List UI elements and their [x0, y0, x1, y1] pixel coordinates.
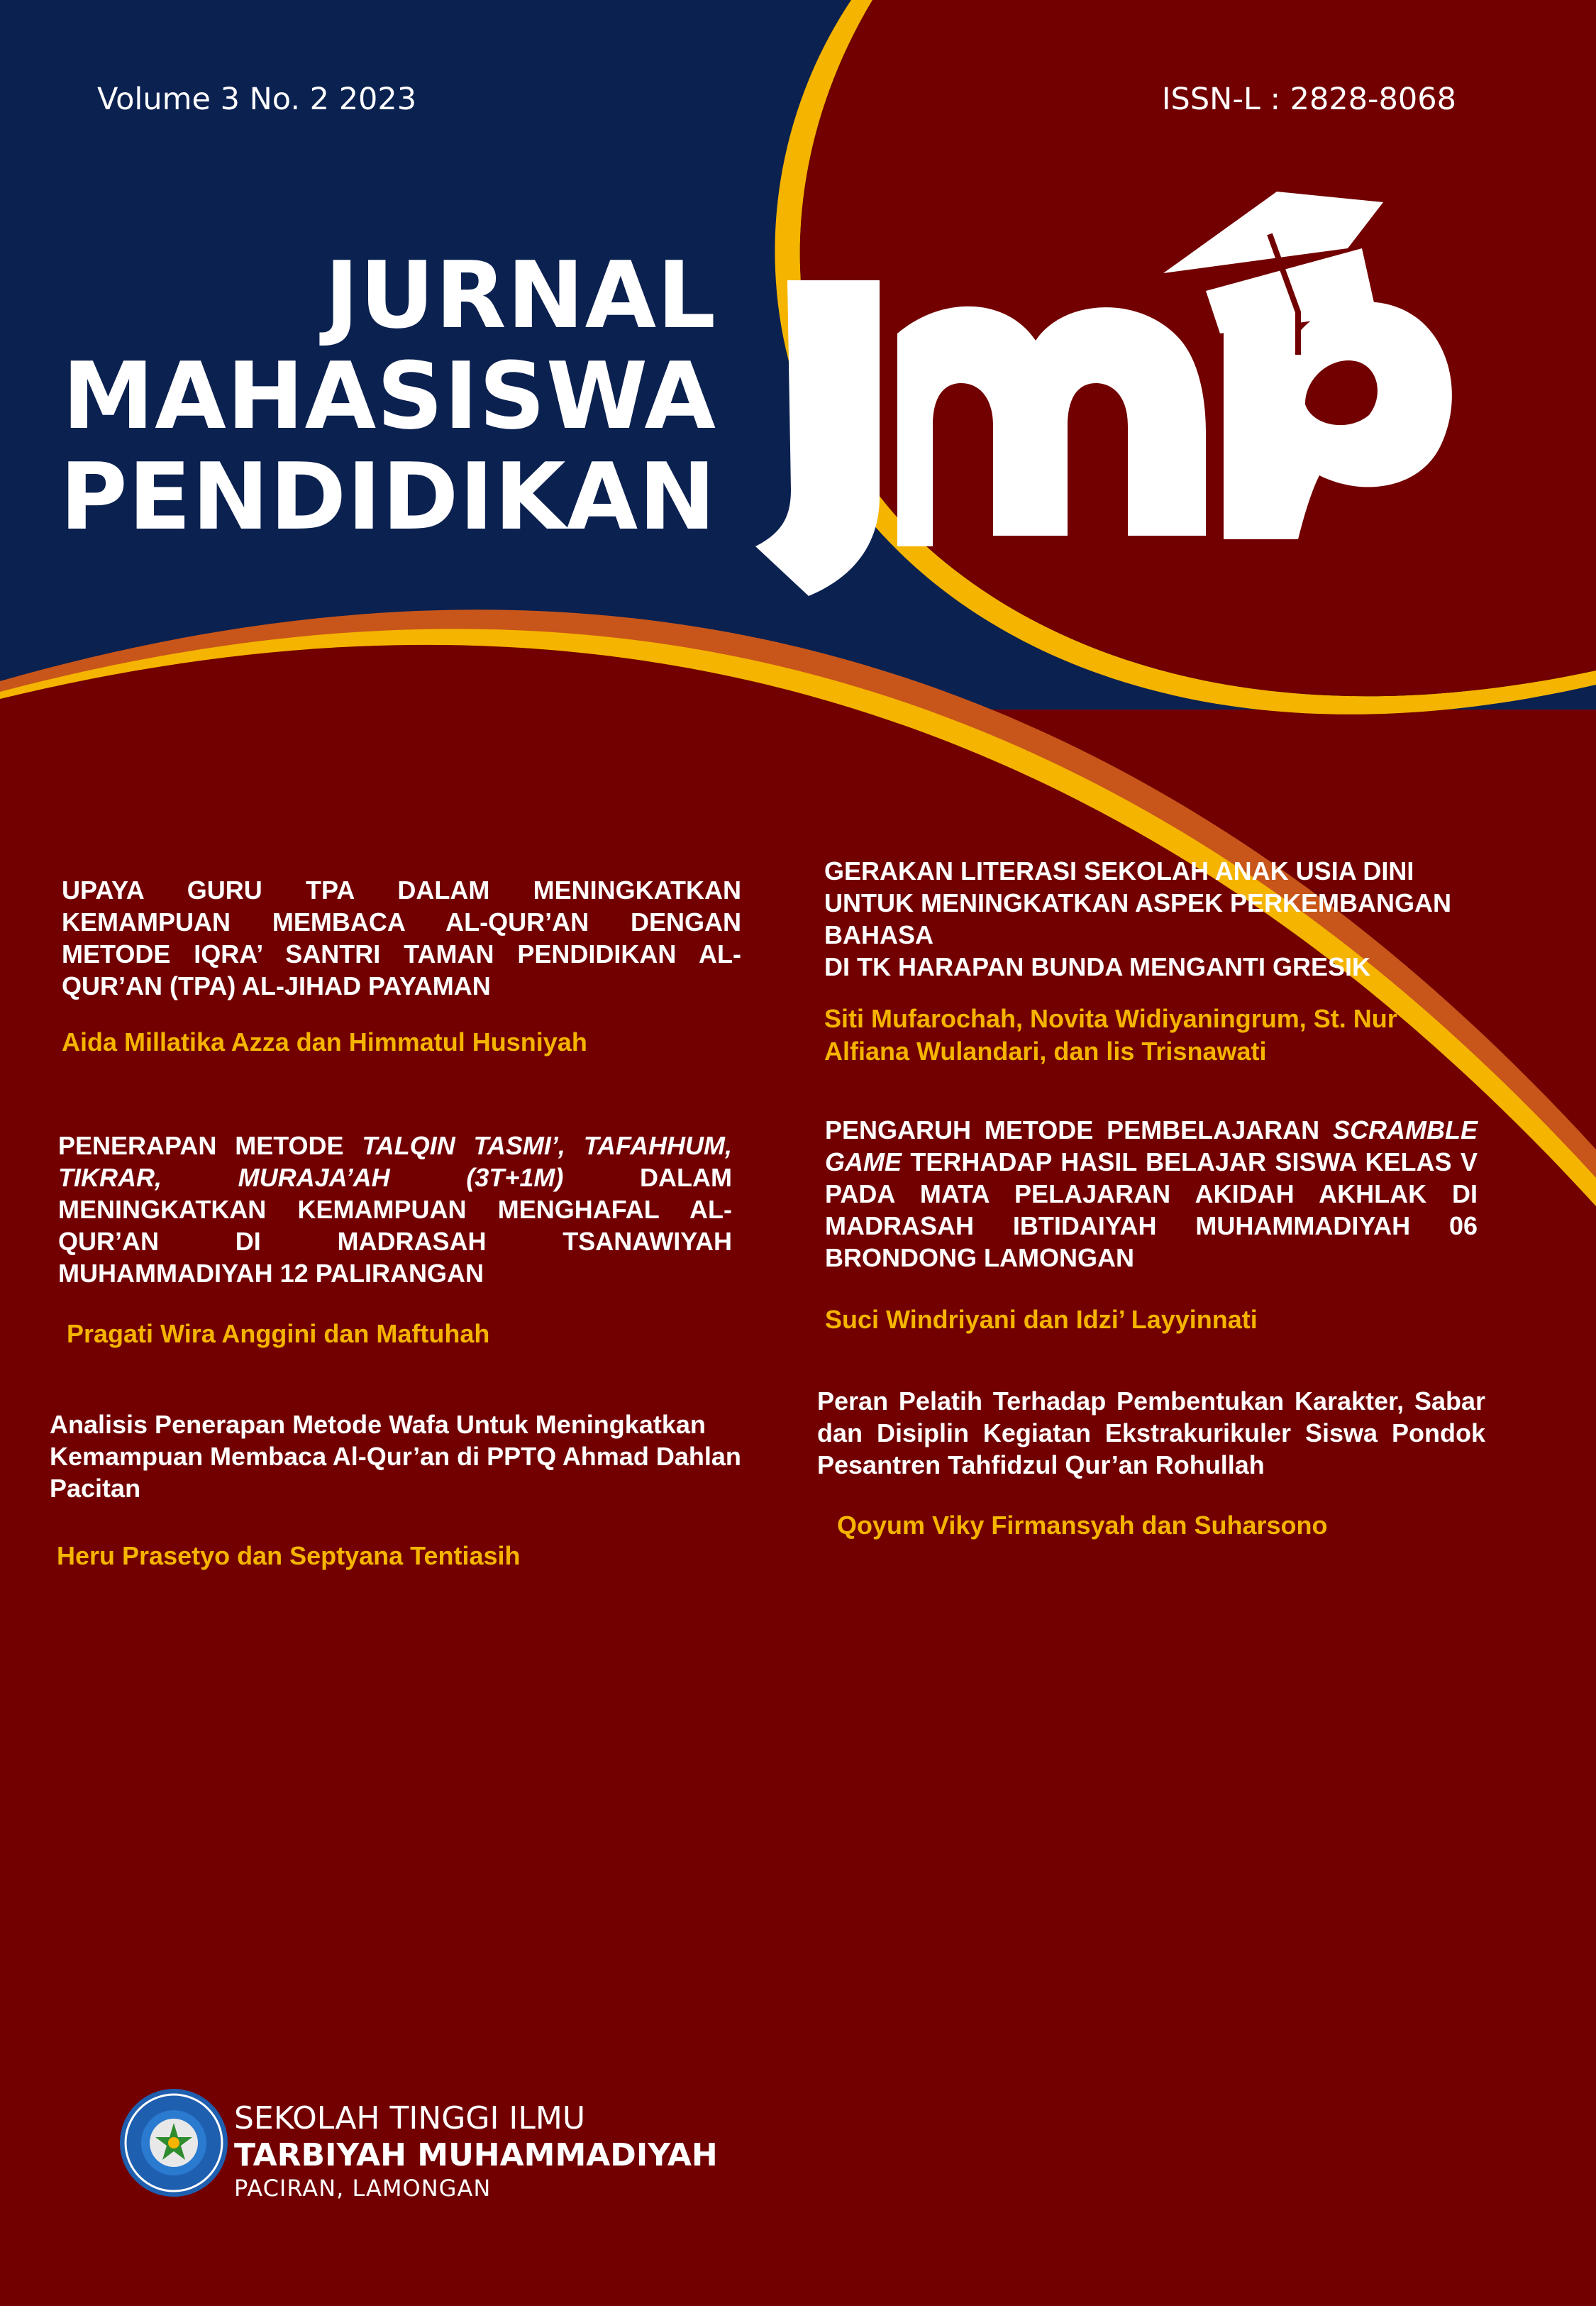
title-line-2: MAHASISWA [62, 342, 716, 450]
article-title [825, 1114, 1478, 1274]
article-5 [825, 1114, 1478, 1336]
article-title [824, 855, 1505, 983]
journal-title [60, 241, 716, 551]
article-authors: Siti Mufarochah, Novita Widiyaningrum, St. Nur Alfiana Wulandari, dan lis Trisnawati [824, 1004, 1397, 1066]
article-authors: Pragati Wira Anggini dan Maftuhah [67, 1319, 490, 1348]
article-2 [58, 1130, 732, 1350]
article-1 [62, 874, 741, 1059]
article-authors: Aida Millatika Azza dan Himmatul Husniyah [62, 1027, 587, 1057]
institution-seal-icon [117, 2086, 231, 2200]
article-title-line: UNTUK MENINGKATKAN ASPEK PERKEMBANGAN [824, 888, 1452, 917]
title-line-3: PENDIDIKAN [60, 443, 716, 551]
article-title: UPAYA GURU TPA DALAM MENINGKATKAN KEMAMPUAN MEMBACA AL-QUR’AN DENGAN METODE IQRA’ SANTRI TAMAN PENDIDIKAN AL-QUR’AN (TPA) AL-JIHAD PAYAMAN [62, 876, 741, 1000]
article-title-part: TERHADAP HASIL BELAJAR SISWA KELAS V PADA MATA PELAJARAN AKIDAH AKHLAK DI MADRASAH IBTIDAIYAH MUHAMMADIYAH 06 BRONDONG LAMONGAN [825, 1147, 1478, 1272]
article-title-text: Analisis Penerapan Metode Wafa Untuk Meningkatkan Kemampuan Membaca Al-Qur’an di PPTQ Ahmad Dahlan Pacitan [50, 1410, 741, 1503]
article-title [58, 1130, 732, 1289]
article-title-line: DI TK HARAPAN BUNDA MENGANTI GRESIK [824, 952, 1370, 981]
article-title-method: SCRAMBLE GAME [825, 1115, 1478, 1176]
article-title-part: PENGARUH METODE PEMBELAJARAN [825, 1115, 1333, 1144]
article-3 [50, 1408, 752, 1572]
article-title-part: PENERAPAN METODE [58, 1131, 362, 1160]
institution-line-1: SEKOLAH TINGGI ILMU [234, 2100, 586, 2136]
institution-line-2: TARBIYAH MUHAMMADIYAH [234, 2137, 718, 2173]
article-title: Peran Pelatih Terhadap Pembentukan Karakter, Sabar dan Disiplin Kegiatan Ekstrakurikuler Siswa Pondok Pesantren Tahfidzul Qur’an Rohullah [817, 1386, 1485, 1479]
article-authors: Heru Prasetyo dan Septyana Tentiasih [57, 1541, 521, 1570]
article-title-part: DALAM MENINGKATKAN KEMAMPUAN MENGHAFAL AL-QUR’AN DI MADRASAH TSANAWIYAH MUHAMMADIYAH 12 PALIRANGAN [58, 1163, 732, 1288]
institution-name [234, 2100, 718, 2202]
article-title-method: TALQIN TASMI’, TAFAHHUM, TIKRAR, MURAJA’AH (3T+1M) [58, 1131, 732, 1192]
article-title-line: BAHASA [824, 920, 934, 949]
article-4 [824, 855, 1505, 1068]
article-authors: Suci Windriyani dan Idzi’ Layyinnati [825, 1305, 1258, 1334]
volume-label: Volume 3 No. 2 2023 [97, 82, 417, 117]
institution-location: PACIRAN, LAMONGAN [234, 2175, 492, 2202]
issn-label: ISSN-L : 2828-8068 [1161, 82, 1456, 117]
title-line-1: JURNAL [324, 241, 716, 349]
article-title-line: GERAKAN LITERASI SEKOLAH ANAK USIA DINI [824, 856, 1414, 886]
article-6 [817, 1385, 1485, 1542]
article-title [50, 1408, 759, 1504]
article-authors: Qoyum Viky Firmansyah dan Suharsono [837, 1511, 1328, 1540]
